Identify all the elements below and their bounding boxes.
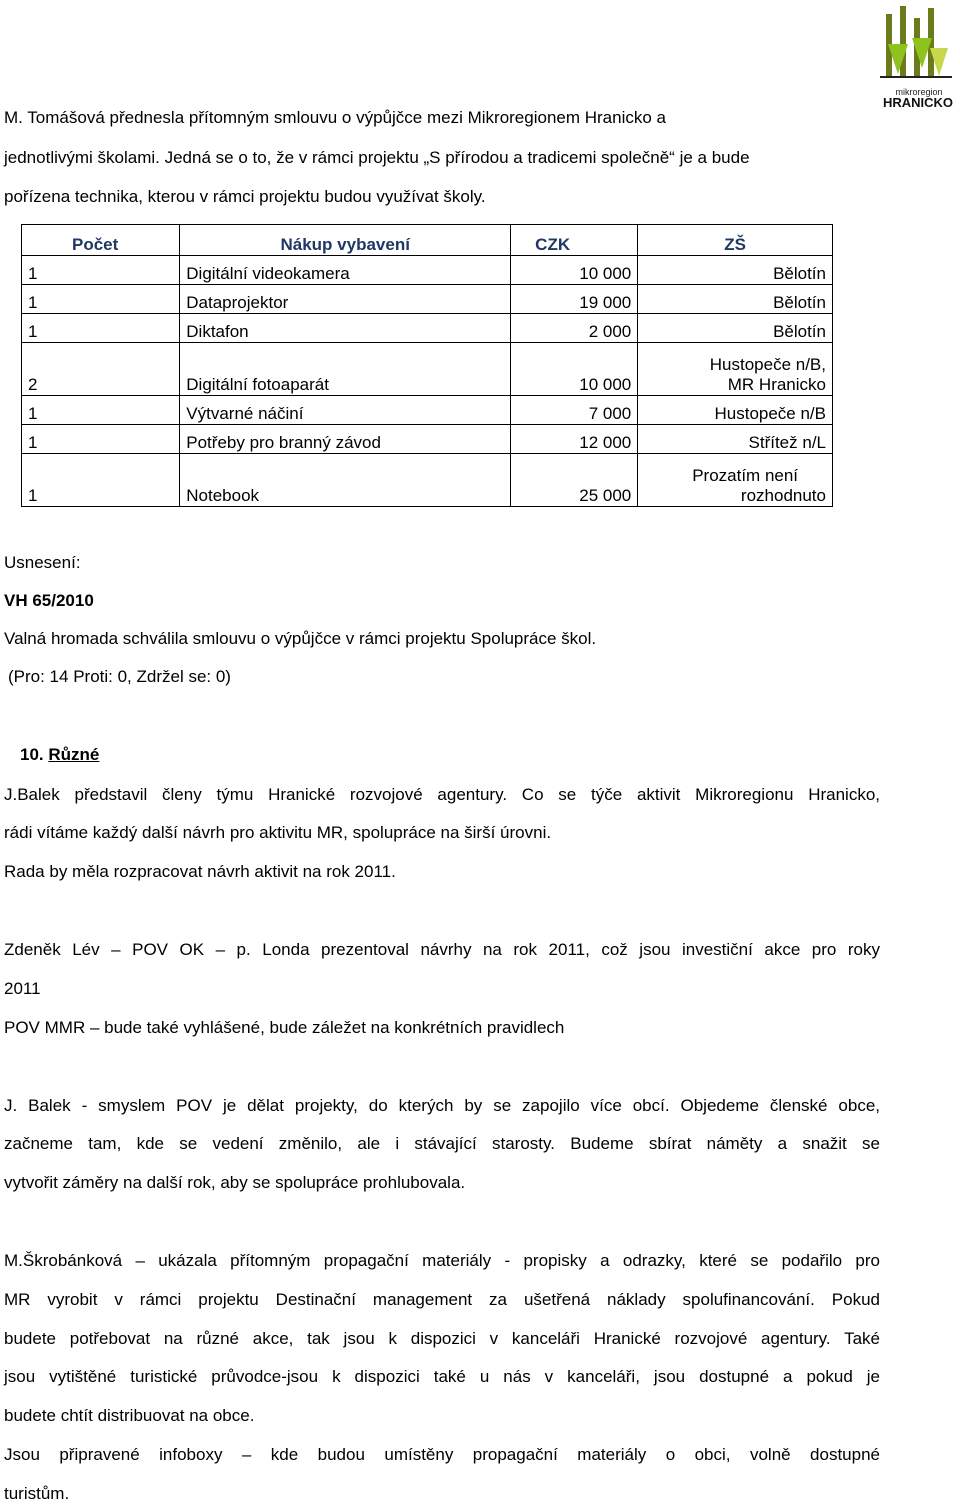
cell-school-line-2: MR Hranicko [727,375,826,394]
section-title: Různé [48,745,100,764]
cell-count: 2 [22,343,180,396]
logo-text-small: mikroregion [895,87,943,97]
intro-line-1: M. Tomášová přednesla přítomným smlouvu o výpůjčce mezi Mikroregionem Hranicko a [4,108,666,127]
paragraph-line: J.Balek představil členy týmu Hranické rozvojové agentury. Co se týče aktivit Mikroregionu Hranicko, [4,785,880,804]
paragraph-line: M.Škrobánková – ukázala přítomným propagační materiály - propisky a odrazky, které se podařilo pro [4,1251,880,1270]
table-row [22,314,833,343]
header-item: Nákup vybavení [180,225,511,256]
section-heading [20,745,896,765]
table-header-row [22,225,833,256]
header-czk: CZK [511,225,638,256]
paragraph-line: začneme tam, kde se vedení změnilo, ale i stávající starosty. Budeme sbírat náměty a snažit se [4,1134,880,1153]
cell-school: Hustopeče n/B [638,396,833,425]
resolution-vote: (Pro: 14 Proti: 0, Zdržel se: 0) [8,667,231,686]
paragraph-line: turistům. [4,1484,70,1503]
cell-item: Výtvarné náčiní [180,396,511,425]
paragraph-line: vytvořit záměry na další rok, aby se spolupráce prohlubovala. [4,1173,466,1192]
cell-count: 1 [22,425,180,454]
cell-czk: 2 000 [511,314,638,343]
header-count: Počet [22,225,180,256]
cell-school: Bělotín [638,314,833,343]
cell-school: Bělotín [638,256,833,285]
paragraph-line: rádi vítáme každý další návrh pro aktivitu MR, spolupráce na širší úrovni. [4,823,552,842]
cell-count: 1 [22,314,180,343]
header-school: ZŠ [638,225,833,256]
resolution-number: VH 65/2010 [4,591,94,610]
table-row [22,425,833,454]
paragraph-line: budete potřebovat na různé akce, tak jsou k dispozici v kanceláři Hranické rozvojové agentury. Také [4,1329,880,1348]
paragraph-line: POV MMR – bude také vyhlášené, bude záležet na konkrétních pravidlech [4,1018,565,1037]
paragraph-line: Jsou připravené infoboxy – kde budou umístěny propagační materiály o obci, volně dostupné [4,1445,880,1464]
table-row [22,256,833,285]
intro-line-3: pořízena technika, kterou v rámci projektu budou využívat školy. [4,187,486,206]
paragraph-line: MR vyrobit v rámci projektu Destinační management za ušetřená náklady spolufinancování. Pokud [4,1290,880,1309]
table-row [22,343,833,396]
table-row [22,396,833,425]
cell-item: Potřeby pro branný závod [180,425,511,454]
paragraph-line: budete chtít distribuovat na obce. [4,1406,255,1425]
cell-school [638,454,833,507]
cell-school [638,343,833,396]
cell-school-line-1: Hustopeče n/B, [709,355,826,374]
cell-school: Střítež n/L [638,425,833,454]
cell-school: Bělotín [638,285,833,314]
resolution-label: Usnesení: [4,553,81,572]
cell-count: 1 [22,396,180,425]
logo-text-brand: HRANICKO [882,95,954,110]
cell-item: Notebook [180,454,511,507]
paragraph-line: jsou vytištěné turistické průvodce-jsou k dispozici také u nás v kanceláři, jsou dostupné a pokud je [4,1367,880,1386]
cell-item: Digitální fotoaparát [180,343,511,396]
cell-count: 1 [22,256,180,285]
section-number: 10. [20,745,44,764]
paragraph-line: Zdeněk Lév – POV OK – p. Londa prezentoval návrhy na rok 2011, což jsou investiční akce pro roky [4,940,880,959]
cell-czk: 25 000 [511,454,638,507]
cell-item: Dataprojektor [180,285,511,314]
cell-czk: 7 000 [511,396,638,425]
cell-item: Diktafon [180,314,511,343]
cell-school-line-2: rozhodnuto [740,486,826,505]
paragraph-line: 2011 [4,979,41,998]
equipment-table [21,224,833,507]
intro-line-2: jednotlivými školami. Jedná se o to, že v rámci projektu „S přírodou a tradicemi společně“ je a bude [4,148,750,167]
cell-item: Digitální videokamera [180,256,511,285]
table-row [22,285,833,314]
resolution-text: Valná hromada schválila smlouvu o výpůjčce v rámci projektu Spolupráce škol. [4,629,597,648]
cell-count: 1 [22,454,180,507]
cell-czk: 12 000 [511,425,638,454]
cell-czk: 19 000 [511,285,638,314]
table-row [22,454,833,507]
paragraph-line: J. Balek - smyslem POV je dělat projekty, do kterých by se zapojilo více obcí. Objedeme členské obce, [4,1096,880,1115]
cell-school-line-1: Prozatím není [692,466,799,485]
paragraph-line: Rada by měla rozpracovat návrh aktivit na rok 2011. [4,862,396,881]
cell-czk: 10 000 [511,256,638,285]
cell-czk: 10 000 [511,343,638,396]
cell-count: 1 [22,285,180,314]
